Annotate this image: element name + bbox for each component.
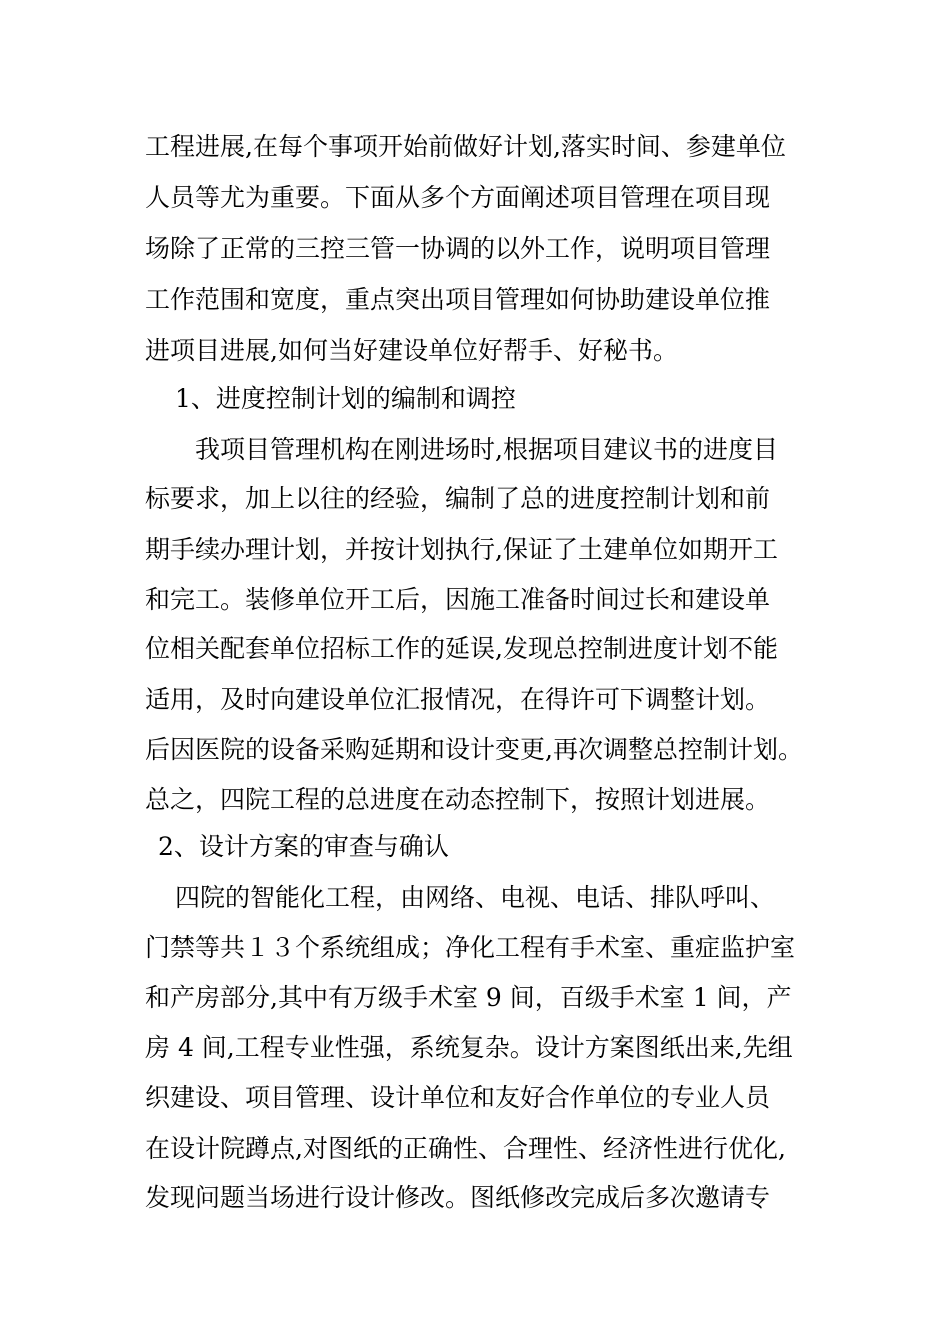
body-text-line: 总之，四院工程的总进度在动态控制下，按照计划进展。 [145,785,771,814]
body-text-line: 工程进展,在每个事项开始前做好计划,落实时间、参建单位 [145,132,786,161]
body-text-line: 标要求，加上以往的经验，编制了总的进度控制计划和前 [145,484,771,513]
body-text-line: 场除了正常的三控三管一协调的以外工作，说明项目管理 [145,234,771,263]
body-text-line: 四院的智能化工程，由网络、电视、电话、排队呼叫、 [175,883,776,912]
body-text-line: 发现问题当场进行设计修改。图纸修改完成后多次邀请专 [145,1183,771,1212]
body-text-line: 我项目管理机构在刚进场时,根据项目建议书的进度目 [195,435,778,464]
body-text-line: 工作范围和宽度，重点突出项目管理如何协助建设单位推 [145,285,771,314]
body-text-line: 适用，及时向建设单位汇报情况，在得许可下调整计划。 [145,685,771,714]
body-text-line: 和产房部分,其中有万级手术室 9 间，百级手术室 1 间，产 [145,983,792,1012]
body-text-line: 在设计院蹲点,对图纸的正确性、合理性、经济性进行优化, [145,1134,786,1163]
body-text-line: 期手续办理计划，并按计划执行,保证了土建单位如期开工 [145,535,778,564]
body-text-line: 和完工。装修单位开工后，因施工准备时间过长和建设单 [145,585,771,614]
body-text-line: 后因医院的设备采购延期和设计变更,再次调整总控制计划。 [145,735,803,764]
body-text-line: 门禁等共１３个系统组成；净化工程有手术室、重症监护室 [145,933,796,962]
body-text-line: 人员等尤为重要。下面从多个方面阐述项目管理在项目现 [145,183,771,212]
body-text-line: 织建设、项目管理、设计单位和友好合作单位的专业人员 [145,1083,771,1112]
section-heading: 1、进度控制计划的编制和调控 [175,384,516,413]
body-text-line: 房 4 间,工程专业性强，系统复杂。设计方案图纸出来,先组 [145,1033,793,1062]
body-text-line: 位相关配套单位招标工作的延误,发现总控制进度计划不能 [145,634,778,663]
body-text-line: 进项目进展,如何当好建设单位好帮手、好秘书。 [145,336,678,365]
section-heading: 2、设计方案的审查与确认 [158,832,449,861]
